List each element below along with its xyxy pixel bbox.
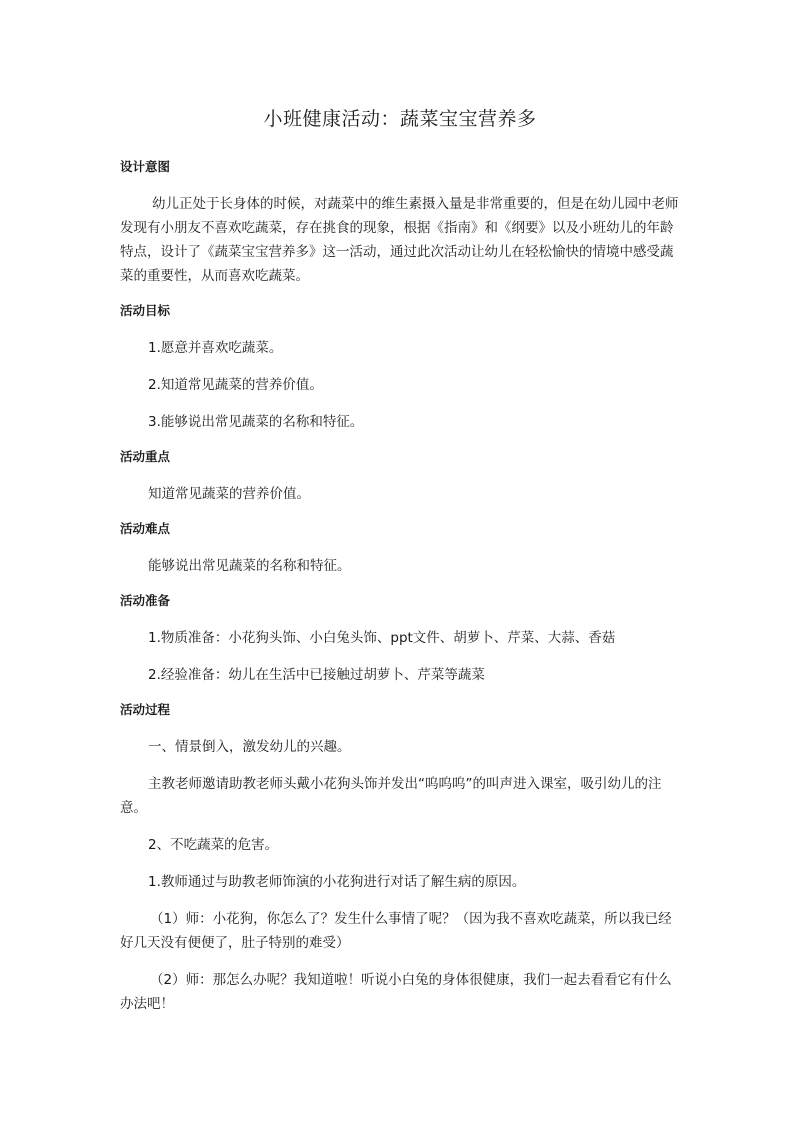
- process-paragraph: 2、不吃蔬菜的危害。: [148, 837, 279, 853]
- process-paragraph: 1.教师通过与助教老师饰演的小花狗进行对话了解生病的原因。: [148, 874, 526, 890]
- section-heading-process: 活动过程: [120, 702, 171, 717]
- preparation-item: 1.物质准备：小花狗头饰、小白兔头饰、ppt文件、胡萝卜、芹菜、大蒜、香菇: [148, 630, 616, 646]
- process-paragraph: （2）师：那怎么办呢？我知道啦！听说小白兔的身体很健康，我们一起去看看它有什么办法吧！: [120, 972, 672, 1012]
- goal-item: 1.愿意并喜欢吃蔬菜。: [148, 340, 283, 356]
- section-heading-key-point: 活动重点: [120, 449, 171, 464]
- process-paragraph: （1）师：小花狗，你怎么了？发生什么事情了呢？（因为我不喜欢吃蔬菜，所以我已经好几天没有便便了，肚子特别的难受）: [120, 911, 672, 951]
- section-heading-preparation: 活动准备: [120, 593, 171, 608]
- process-paragraph: 主教老师邀请助教老师头戴小花狗头饰并发出“呜呜呜”的叫声进入课室，吸引幼儿的注意。: [120, 776, 662, 816]
- key-point-paragraph: 知道常见蔬菜的营养价值。: [148, 486, 310, 502]
- difficulty-paragraph: 能够说出常见蔬菜的名称和特征。: [148, 558, 351, 574]
- section-heading-difficulty: 活动难点: [120, 521, 171, 536]
- design-intent-paragraph: 幼儿正处于长身体的时候，对蔬菜中的维生素摄入量是非常重要的，但是在幼儿园中老师发现有小朋友不喜欢吃蔬菜，存在挑食的现象，根据《指南》和《纲要》以及小班幼儿的年龄特点，设计了《蔬菜宝宝营养多》这一活动，通过此次活动让幼儿在轻松愉快的情境中感受蔬菜的重要性，从而喜欢吃蔬菜。: [120, 196, 679, 284]
- document-title: 小班健康活动：蔬菜宝宝营养多: [263, 108, 537, 130]
- section-heading-design-intent: 设计意图: [120, 159, 171, 174]
- document-body: [120, 104, 680, 1029]
- goal-item: 3.能够说出常见蔬菜的名称和特征。: [148, 414, 364, 430]
- preparation-item: 2.经验准备：幼儿在生活中已接触过胡萝卜、芹菜等蔬菜: [148, 667, 485, 683]
- section-heading-goals: 活动目标: [120, 303, 171, 318]
- goal-item: 2.知道常见蔬菜的营养价值。: [148, 377, 323, 393]
- process-paragraph: 一、情景倒入，激发幼儿的兴趣。: [148, 739, 351, 755]
